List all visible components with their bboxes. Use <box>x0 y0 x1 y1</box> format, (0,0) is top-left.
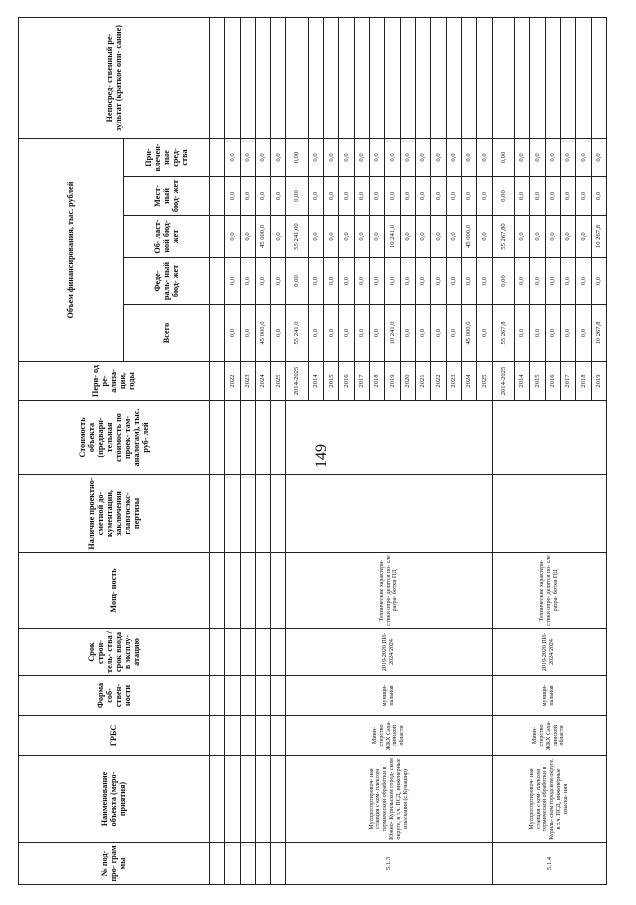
funding-regional: 0,0 <box>576 216 591 258</box>
header-num: № под- про- грам мы <box>19 843 210 885</box>
funding-total: 0,0 <box>477 305 492 362</box>
result-cell <box>477 17 492 138</box>
funding-regional: 55 267,80 <box>492 216 514 258</box>
funding-local: 0,0 <box>225 177 240 216</box>
result-cell <box>286 17 308 138</box>
period-year: 2014 <box>308 362 323 401</box>
funding-attracted: 0,0 <box>240 138 255 176</box>
funding-regional: 0,0 <box>416 216 431 258</box>
funding-attracted: 0,0 <box>370 138 385 176</box>
funding-local: 0,0 <box>354 177 369 216</box>
funding-total: 10 241,0 <box>385 305 400 362</box>
funding-total: 0,0 <box>308 305 323 362</box>
result-cell <box>225 17 240 138</box>
funding-regional: 0,0 <box>446 216 461 258</box>
object-ownership: муници- пальная <box>286 676 492 716</box>
funding-local: 0,0 <box>446 177 461 216</box>
funding-regional: 0,0 <box>308 216 323 258</box>
funding-total: 0,0 <box>416 305 431 362</box>
header-funding-group: Объем финансирования, тыс. рублей <box>19 138 124 361</box>
page-number: 149 <box>313 444 330 468</box>
funding-federal: 0,0 <box>514 258 529 305</box>
rotated-page <box>18 18 607 885</box>
funding-federal: 0,0 <box>308 258 323 305</box>
funding-total: 55 267,8 <box>492 305 514 362</box>
funding-total: 0,0 <box>514 305 529 362</box>
funding-attracted: 0,0 <box>324 138 339 176</box>
funding-attracted: 0,0 <box>308 138 323 176</box>
header-grbs: ГРБС <box>19 716 210 756</box>
funding-total: 0,0 <box>400 305 415 362</box>
object-name: Мусоросортировоч- ная станция с ком- плексом термической обработки в Южно- Курильском город- ском округе, в т.ч. ПСД, инженерные изыскания (с.Кунашир) <box>286 756 492 843</box>
header-cost: Стоимость объекта (предвари- тельная стоимость по проек- там- аналогам), тыс. руб- лей <box>19 401 210 475</box>
period-year: 2019 <box>591 362 607 401</box>
funding-regional: 0,0 <box>354 216 369 258</box>
funding-attracted: 0,0 <box>255 138 270 176</box>
result-cell <box>576 17 591 138</box>
funding-local: 0,0 <box>530 177 545 216</box>
period-year: 2024 <box>461 362 476 401</box>
funding-regional: 0,0 <box>370 216 385 258</box>
period-year: 2014-2025 <box>286 362 308 401</box>
period-year: 2022 <box>431 362 446 401</box>
funding-federal: 0,0 <box>416 258 431 305</box>
funding-local: 0,0 <box>591 177 607 216</box>
result-cell <box>431 17 446 138</box>
funding-total: 0,0 <box>225 305 240 362</box>
funding-regional: 0,0 <box>400 216 415 258</box>
funding-total: 45 000,0 <box>461 305 476 362</box>
funding-federal: 0,0 <box>591 258 607 305</box>
funding-attracted: 0,0 <box>591 138 607 176</box>
header-capacity: Мощ- ность <box>19 553 210 629</box>
funding-local: 0,0 <box>339 177 354 216</box>
header-total: Всего <box>123 305 209 362</box>
funding-federal: 0,0 <box>354 258 369 305</box>
object-num: 5.1.3 <box>286 843 492 885</box>
header-name: Наименование объекта (меро- приятия) <box>19 756 210 843</box>
header-result: Непосред- ственный ре- зультат (краткое опи- сание) <box>19 17 210 138</box>
period-year: 2015 <box>530 362 545 401</box>
result-cell <box>446 17 461 138</box>
result-cell <box>385 17 400 138</box>
funding-attracted: 0,0 <box>514 138 529 176</box>
blank-row <box>209 17 224 884</box>
funding-federal: 0,0 <box>400 258 415 305</box>
period-year: 2017 <box>354 362 369 401</box>
funding-total: 10 267,8 <box>591 305 607 362</box>
result-cell <box>400 17 415 138</box>
funding-local: 0,0 <box>308 177 323 216</box>
object-num: 5.1.4 <box>492 843 606 885</box>
result-cell <box>240 17 255 138</box>
period-year: 2016 <box>339 362 354 401</box>
funding-federal: 0,00 <box>286 258 308 305</box>
funding-total: 0,0 <box>370 305 385 362</box>
header-regional: Об- ласт- ной бюд- жет <box>123 216 209 258</box>
table-row <box>225 17 240 884</box>
funding-total: 45 000,0 <box>255 305 270 362</box>
result-cell <box>370 17 385 138</box>
object-design <box>286 475 492 553</box>
funding-federal: 0,0 <box>324 258 339 305</box>
funding-local: 0,0 <box>545 177 560 216</box>
funding-local: 0,0 <box>431 177 446 216</box>
result-cell <box>308 17 323 138</box>
funding-total: 0,0 <box>431 305 446 362</box>
object-term: 2019-2020 ПИ- 2024/2024 <box>286 629 492 676</box>
table-row <box>286 17 308 884</box>
period-year: 2023 <box>240 362 255 401</box>
funding-attracted: 0,0 <box>225 138 240 176</box>
funding-federal: 0,0 <box>240 258 255 305</box>
funding-regional: 0,0 <box>530 216 545 258</box>
funding-total: 0,0 <box>324 305 339 362</box>
result-cell <box>339 17 354 138</box>
funding-attracted: 0,0 <box>431 138 446 176</box>
funding-regional: 0,0 <box>271 216 286 258</box>
funding-total: 0,0 <box>560 305 575 362</box>
period-year: 2014 <box>514 362 529 401</box>
funding-regional: 0,0 <box>339 216 354 258</box>
funding-total: 0,0 <box>576 305 591 362</box>
table-row <box>492 17 514 884</box>
funding-regional: 0,0 <box>514 216 529 258</box>
object-capacity: Технические характери- стики опре- делятся по- сле разра- ботки ПД <box>286 553 492 629</box>
header-term: Срок строи- тель- ства / срок ввода в эксплу- атацию <box>19 629 210 676</box>
funding-total: 0,0 <box>271 305 286 362</box>
table-row <box>255 17 270 884</box>
funding-local: 0,0 <box>271 177 286 216</box>
funding-federal: 0,0 <box>225 258 240 305</box>
funding-attracted: 0,0 <box>560 138 575 176</box>
investment-table <box>18 17 607 885</box>
funding-local: 0,0 <box>416 177 431 216</box>
funding-attracted: 0,0 <box>461 138 476 176</box>
funding-total: 0,0 <box>530 305 545 362</box>
funding-regional: 10 241,0 <box>385 216 400 258</box>
object-cost <box>492 401 606 475</box>
period-year: 2025 <box>477 362 492 401</box>
result-cell <box>461 17 476 138</box>
period-year: 2023 <box>446 362 461 401</box>
funding-federal: 0,0 <box>530 258 545 305</box>
funding-regional: 45 000,0 <box>461 216 476 258</box>
period-year: 2018 <box>370 362 385 401</box>
funding-attracted: 0,0 <box>339 138 354 176</box>
result-cell <box>255 17 270 138</box>
header-design: Наличие проектно- сметной до- кументации, заключения главгосэкс- пертизы <box>19 475 210 553</box>
result-cell <box>530 17 545 138</box>
funding-attracted: 0,00 <box>286 138 308 176</box>
funding-attracted: 0,0 <box>416 138 431 176</box>
funding-federal: 0,0 <box>576 258 591 305</box>
object-capacity: Технические характери- стики опре- делятся по- сле разра- ботки ПД <box>492 553 606 629</box>
funding-regional: 0,0 <box>545 216 560 258</box>
funding-attracted: 0,0 <box>530 138 545 176</box>
funding-total: 0,0 <box>446 305 461 362</box>
header-row-1 <box>19 17 124 884</box>
funding-federal: 0,0 <box>370 258 385 305</box>
funding-regional: 0,0 <box>477 216 492 258</box>
result-cell <box>271 17 286 138</box>
funding-regional: 0,0 <box>560 216 575 258</box>
object-design <box>492 475 606 553</box>
funding-local: 0,0 <box>514 177 529 216</box>
funding-local: 0,0 <box>477 177 492 216</box>
funding-federal: 0,0 <box>385 258 400 305</box>
object-grbs: Мини- стерство ЖКХ Саха- линской области <box>286 716 492 756</box>
funding-regional: 0,0 <box>431 216 446 258</box>
funding-total: 55 241,0 <box>286 305 308 362</box>
object-ownership: муници- пальная <box>492 676 606 716</box>
funding-local: 0,0 <box>461 177 476 216</box>
period-year: 2018 <box>576 362 591 401</box>
funding-local: 0,0 <box>324 177 339 216</box>
object-grbs: Мини- стерство ЖКХ Саха- линской области <box>492 716 606 756</box>
result-cell <box>492 17 514 138</box>
period-year: 2022 <box>225 362 240 401</box>
funding-federal: 0,0 <box>431 258 446 305</box>
header-local: Мест- ный бюд- жет <box>123 177 209 216</box>
funding-federal: 0,0 <box>545 258 560 305</box>
object-name: Мусоросортировоч- ная станция с ком- плексом термической обработки в Куриль- ском городском округе, в т.ч. ПСД, инженерные изыска- ния <box>492 756 606 843</box>
funding-local: 0,0 <box>385 177 400 216</box>
funding-local: 0,0 <box>576 177 591 216</box>
funding-federal: 0,0 <box>446 258 461 305</box>
result-cell <box>354 17 369 138</box>
funding-federal: 0,0 <box>461 258 476 305</box>
funding-local: 0,0 <box>240 177 255 216</box>
period-year: 2024 <box>255 362 270 401</box>
object-cost <box>286 401 492 475</box>
funding-attracted: 0,0 <box>354 138 369 176</box>
funding-regional: 0,0 <box>324 216 339 258</box>
funding-local: 0,0 <box>400 177 415 216</box>
funding-total: 0,0 <box>339 305 354 362</box>
funding-regional: 10 267,8 <box>591 216 607 258</box>
result-cell <box>416 17 431 138</box>
funding-attracted: 0,0 <box>477 138 492 176</box>
result-cell <box>591 17 607 138</box>
funding-attracted: 0,0 <box>446 138 461 176</box>
table-row <box>240 17 255 884</box>
funding-local: 0,0 <box>255 177 270 216</box>
result-cell <box>514 17 529 138</box>
result-cell <box>545 17 560 138</box>
funding-total: 0,0 <box>354 305 369 362</box>
funding-federal: 0,0 <box>271 258 286 305</box>
period-year: 2017 <box>560 362 575 401</box>
funding-attracted: 0,0 <box>576 138 591 176</box>
funding-federal: 0,00 <box>492 258 514 305</box>
funding-local: 0,0 <box>560 177 575 216</box>
funding-total: 0,0 <box>545 305 560 362</box>
funding-regional: 0,0 <box>225 216 240 258</box>
funding-attracted: 0,00 <box>492 138 514 176</box>
table-row <box>271 17 286 884</box>
funding-federal: 0,0 <box>339 258 354 305</box>
period-year: 2015 <box>324 362 339 401</box>
period-year: 2021 <box>416 362 431 401</box>
funding-attracted: 0,0 <box>400 138 415 176</box>
funding-total: 0,0 <box>240 305 255 362</box>
period-year: 2014-2025 <box>492 362 514 401</box>
funding-local: 0,00 <box>286 177 308 216</box>
funding-local: 0,0 <box>370 177 385 216</box>
funding-local: 0,00 <box>492 177 514 216</box>
funding-attracted: 0,0 <box>545 138 560 176</box>
funding-regional: 55 241,00 <box>286 216 308 258</box>
funding-attracted: 0,0 <box>271 138 286 176</box>
object-term: 2019-2020 ПИ- 2024/2024 <box>492 629 606 676</box>
result-cell <box>324 17 339 138</box>
funding-regional: 0,0 <box>240 216 255 258</box>
period-year: 2019 <box>385 362 400 401</box>
period-year: 2025 <box>271 362 286 401</box>
funding-federal: 0,0 <box>477 258 492 305</box>
funding-regional: 45 000,0 <box>255 216 270 258</box>
period-year: 2020 <box>400 362 415 401</box>
header-attracted: При- влечен- ные сред- ства <box>123 138 209 176</box>
header-ownership: Форма соб- ствен- ности <box>19 676 210 716</box>
header-federal: Феде- раль- ный бюд- жет <box>123 258 209 305</box>
funding-attracted: 0,0 <box>385 138 400 176</box>
result-cell <box>560 17 575 138</box>
funding-federal: 0,0 <box>255 258 270 305</box>
funding-federal: 0,0 <box>560 258 575 305</box>
period-year: 2016 <box>545 362 560 401</box>
header-period: Пери- од ре- ализа- ции, годы <box>19 362 210 401</box>
